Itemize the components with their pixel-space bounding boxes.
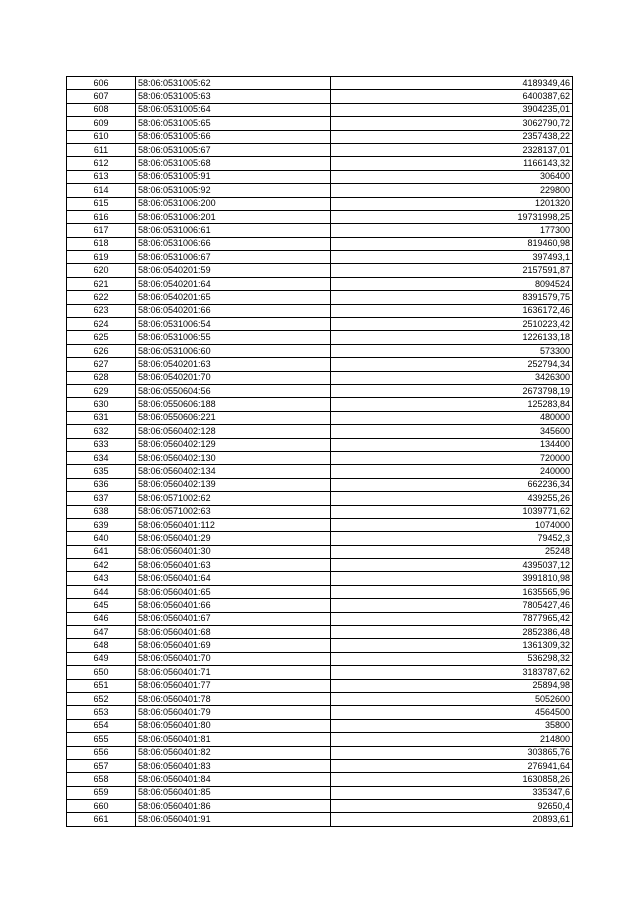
cadastral-number-cell: 58:06:0531005:67: [136, 143, 331, 156]
row-number-cell: 636: [67, 478, 136, 491]
cadastral-number-cell: 58:06:0560401:69: [136, 639, 331, 652]
value-cell: 335347,6: [331, 786, 573, 799]
row-number-cell: 631: [67, 411, 136, 424]
table-row: [67, 559, 573, 572]
cadastral-number-cell: 58:06:0560401:66: [136, 599, 331, 612]
cadastral-number-cell: 58:06:0560401:86: [136, 800, 331, 813]
table-row: [67, 371, 573, 384]
cadastral-number-cell: 58:06:0560401:64: [136, 572, 331, 585]
value-cell: 480000: [331, 411, 573, 424]
value-cell: 3183787,62: [331, 666, 573, 679]
row-number-cell: 615: [67, 197, 136, 210]
row-number-cell: 639: [67, 518, 136, 531]
value-cell: 8391579,75: [331, 291, 573, 304]
cadastral-number-cell: 58:06:0560401:91: [136, 813, 331, 826]
row-number-cell: 653: [67, 706, 136, 719]
table-row: [67, 652, 573, 665]
table-row: [67, 184, 573, 197]
value-cell: 177300: [331, 224, 573, 237]
row-number-cell: 651: [67, 679, 136, 692]
cadastral-number-cell: 58:06:0531006:66: [136, 237, 331, 250]
row-number-cell: 624: [67, 318, 136, 331]
table-row: [67, 465, 573, 478]
value-cell: 25248: [331, 545, 573, 558]
value-cell: 1166143,32: [331, 157, 573, 170]
table-row: [67, 398, 573, 411]
value-cell: 134400: [331, 438, 573, 451]
table-row: [67, 759, 573, 772]
value-cell: 2157591,87: [331, 264, 573, 277]
row-number-cell: 619: [67, 251, 136, 264]
row-number-cell: 628: [67, 371, 136, 384]
cadastral-number-cell: 58:06:0560401:30: [136, 545, 331, 558]
value-cell: 3904235,01: [331, 103, 573, 116]
row-number-cell: 625: [67, 331, 136, 344]
cadastral-number-cell: 58:06:0531005:66: [136, 130, 331, 143]
cadastral-number-cell: 58:06:0531006:201: [136, 210, 331, 223]
row-number-cell: 657: [67, 759, 136, 772]
value-cell: 5052600: [331, 692, 573, 705]
table-row: [67, 130, 573, 143]
cadastral-number-cell: 58:06:0531005:92: [136, 184, 331, 197]
row-number-cell: 611: [67, 143, 136, 156]
cadastral-number-cell: 58:06:0560401:67: [136, 612, 331, 625]
cadastral-number-cell: 58:06:0560401:63: [136, 559, 331, 572]
row-number-cell: 609: [67, 117, 136, 130]
cadastral-number-cell: 58:06:0571002:63: [136, 505, 331, 518]
row-number-cell: 644: [67, 585, 136, 598]
value-cell: 1226133,18: [331, 331, 573, 344]
value-cell: 303865,76: [331, 746, 573, 759]
table-body: [67, 77, 573, 827]
row-number-cell: 640: [67, 532, 136, 545]
table-row: [67, 492, 573, 505]
cadastral-number-cell: 58:06:0560401:85: [136, 786, 331, 799]
table-row: [67, 224, 573, 237]
value-cell: 1201320: [331, 197, 573, 210]
value-cell: 2852386,48: [331, 626, 573, 639]
cadastral-number-cell: 58:06:0531006:200: [136, 197, 331, 210]
row-number-cell: 617: [67, 224, 136, 237]
table-row: [67, 679, 573, 692]
row-number-cell: 649: [67, 652, 136, 665]
value-cell: 720000: [331, 451, 573, 464]
row-number-cell: 626: [67, 344, 136, 357]
row-number-cell: 646: [67, 612, 136, 625]
row-number-cell: 607: [67, 90, 136, 103]
value-cell: 2510223,42: [331, 318, 573, 331]
row-number-cell: 643: [67, 572, 136, 585]
value-cell: 252794,34: [331, 358, 573, 371]
cadastral-number-cell: 58:06:0560401:83: [136, 759, 331, 772]
value-cell: 4189349,46: [331, 77, 573, 90]
table-row: [67, 384, 573, 397]
table-row: [67, 719, 573, 732]
cadastral-number-cell: 58:06:0560401:112: [136, 518, 331, 531]
row-number-cell: 613: [67, 170, 136, 183]
value-cell: 536298,32: [331, 652, 573, 665]
row-number-cell: 618: [67, 237, 136, 250]
value-cell: 1039771,62: [331, 505, 573, 518]
row-number-cell: 621: [67, 277, 136, 290]
table-row: [67, 572, 573, 585]
table-row: [67, 77, 573, 90]
value-cell: 125283,84: [331, 398, 573, 411]
row-number-cell: 637: [67, 492, 136, 505]
table-row: [67, 331, 573, 344]
table-row: [67, 277, 573, 290]
row-number-cell: 647: [67, 626, 136, 639]
table-row: [67, 612, 573, 625]
cadastral-number-cell: 58:06:0560402:128: [136, 425, 331, 438]
value-cell: 439255,26: [331, 492, 573, 505]
row-number-cell: 656: [67, 746, 136, 759]
table-row: [67, 585, 573, 598]
cadastral-number-cell: 58:06:0531006:55: [136, 331, 331, 344]
table-row: [67, 666, 573, 679]
table-row: [67, 692, 573, 705]
row-number-cell: 614: [67, 184, 136, 197]
table-row: [67, 545, 573, 558]
value-cell: 1361309,32: [331, 639, 573, 652]
table-row: [67, 411, 573, 424]
value-cell: 92650,4: [331, 800, 573, 813]
table-row: [67, 518, 573, 531]
row-number-cell: 642: [67, 559, 136, 572]
value-cell: 345600: [331, 425, 573, 438]
cadastral-number-cell: 58:06:0560401:77: [136, 679, 331, 692]
cadastral-number-cell: 58:06:0560402:139: [136, 478, 331, 491]
value-cell: 229800: [331, 184, 573, 197]
cadastral-number-cell: 58:06:0550606:221: [136, 411, 331, 424]
row-number-cell: 655: [67, 733, 136, 746]
value-cell: 1635565,96: [331, 585, 573, 598]
row-number-cell: 630: [67, 398, 136, 411]
value-cell: 20893,61: [331, 813, 573, 826]
value-cell: 3062790,72: [331, 117, 573, 130]
table-row: [67, 425, 573, 438]
cadastral-number-cell: 58:06:0560401:68: [136, 626, 331, 639]
value-cell: 2357438,22: [331, 130, 573, 143]
cadastral-number-cell: 58:06:0540201:65: [136, 291, 331, 304]
row-number-cell: 606: [67, 77, 136, 90]
row-number-cell: 632: [67, 425, 136, 438]
table-row: [67, 639, 573, 652]
cadastral-number-cell: 58:06:0540201:66: [136, 304, 331, 317]
value-cell: 662236,34: [331, 478, 573, 491]
row-number-cell: 623: [67, 304, 136, 317]
table-row: [67, 291, 573, 304]
table-row: [67, 237, 573, 250]
cadastral-number-cell: 58:06:0560401:84: [136, 773, 331, 786]
value-cell: 3426300: [331, 371, 573, 384]
value-cell: 7877965,42: [331, 612, 573, 625]
cadastral-number-cell: 58:06:0531005:91: [136, 170, 331, 183]
row-number-cell: 648: [67, 639, 136, 652]
table-row: [67, 706, 573, 719]
value-cell: 276941,64: [331, 759, 573, 772]
row-number-cell: 641: [67, 545, 136, 558]
table-row: [67, 505, 573, 518]
cadastral-number-cell: 58:06:0531005:65: [136, 117, 331, 130]
cadastral-number-cell: 58:06:0560402:129: [136, 438, 331, 451]
row-number-cell: 635: [67, 465, 136, 478]
value-cell: 4564500: [331, 706, 573, 719]
cadastral-number-cell: 58:06:0531006:61: [136, 224, 331, 237]
row-number-cell: 608: [67, 103, 136, 116]
row-number-cell: 661: [67, 813, 136, 826]
cadastral-number-cell: 58:06:0560401:70: [136, 652, 331, 665]
value-cell: 2673798,19: [331, 384, 573, 397]
row-number-cell: 622: [67, 291, 136, 304]
table-row: [67, 451, 573, 464]
cadastral-number-cell: 58:06:0531006:60: [136, 344, 331, 357]
value-cell: 2328137,01: [331, 143, 573, 156]
row-number-cell: 616: [67, 210, 136, 223]
value-cell: 573300: [331, 344, 573, 357]
cadastral-number-cell: 58:06:0560401:81: [136, 733, 331, 746]
table-row: [67, 786, 573, 799]
row-number-cell: 634: [67, 451, 136, 464]
cadastral-number-cell: 58:06:0560401:29: [136, 532, 331, 545]
value-cell: 1636172,46: [331, 304, 573, 317]
table-row: [67, 773, 573, 786]
value-cell: 79452,3: [331, 532, 573, 545]
table-row: [67, 344, 573, 357]
table-row: [67, 532, 573, 545]
table-row: [67, 599, 573, 612]
value-cell: 8094524: [331, 277, 573, 290]
table-row: [67, 358, 573, 371]
value-cell: 3991810,98: [331, 572, 573, 585]
cadastral-number-cell: 58:06:0560401:71: [136, 666, 331, 679]
cadastral-number-cell: 58:06:0550604:56: [136, 384, 331, 397]
table-row: [67, 304, 573, 317]
row-number-cell: 658: [67, 773, 136, 786]
table-row: [67, 438, 573, 451]
table-row: [67, 117, 573, 130]
value-cell: 7805427,46: [331, 599, 573, 612]
table-row: [67, 626, 573, 639]
row-number-cell: 652: [67, 692, 136, 705]
cadastral-value-table: [66, 76, 573, 827]
value-cell: 6400387,62: [331, 90, 573, 103]
cadastral-number-cell: 58:06:0531005:63: [136, 90, 331, 103]
cadastral-number-cell: 58:06:0531005:62: [136, 77, 331, 90]
value-cell: 397493,1: [331, 251, 573, 264]
value-cell: 214800: [331, 733, 573, 746]
row-number-cell: 638: [67, 505, 136, 518]
table-row: [67, 143, 573, 156]
cadastral-number-cell: 58:06:0560401:79: [136, 706, 331, 719]
row-number-cell: 633: [67, 438, 136, 451]
cadastral-number-cell: 58:06:0540201:64: [136, 277, 331, 290]
table-row: [67, 210, 573, 223]
table-row: [67, 264, 573, 277]
cadastral-number-cell: 58:06:0560401:80: [136, 719, 331, 732]
cadastral-number-cell: 58:06:0571002:62: [136, 492, 331, 505]
cadastral-number-cell: 58:06:0531005:68: [136, 157, 331, 170]
cadastral-number-cell: 58:06:0540201:63: [136, 358, 331, 371]
row-number-cell: 629: [67, 384, 136, 397]
cadastral-number-cell: 58:06:0560401:65: [136, 585, 331, 598]
cadastral-number-cell: 58:06:0540201:70: [136, 371, 331, 384]
value-cell: 1630858,26: [331, 773, 573, 786]
row-number-cell: 654: [67, 719, 136, 732]
row-number-cell: 659: [67, 786, 136, 799]
cadastral-number-cell: 58:06:0560402:130: [136, 451, 331, 464]
row-number-cell: 645: [67, 599, 136, 612]
table-row: [67, 800, 573, 813]
row-number-cell: 650: [67, 666, 136, 679]
table-row: [67, 157, 573, 170]
row-number-cell: 620: [67, 264, 136, 277]
value-cell: 4395037,12: [331, 559, 573, 572]
row-number-cell: 610: [67, 130, 136, 143]
table-row: [67, 170, 573, 183]
value-cell: 35800: [331, 719, 573, 732]
row-number-cell: 612: [67, 157, 136, 170]
value-cell: 19731998,25: [331, 210, 573, 223]
cadastral-number-cell: 58:06:0531005:64: [136, 103, 331, 116]
table-row: [67, 197, 573, 210]
cadastral-number-cell: 58:06:0560401:82: [136, 746, 331, 759]
cadastral-number-cell: 58:06:0560401:78: [136, 692, 331, 705]
cadastral-number-cell: 58:06:0540201:59: [136, 264, 331, 277]
value-cell: 240000: [331, 465, 573, 478]
table-row: [67, 746, 573, 759]
table-row: [67, 478, 573, 491]
cadastral-number-cell: 58:06:0550606:188: [136, 398, 331, 411]
cadastral-number-cell: 58:06:0531006:54: [136, 318, 331, 331]
table-row: [67, 318, 573, 331]
value-cell: 25894,98: [331, 679, 573, 692]
table-row: [67, 251, 573, 264]
value-cell: 306400: [331, 170, 573, 183]
row-number-cell: 660: [67, 800, 136, 813]
value-cell: 819460,98: [331, 237, 573, 250]
row-number-cell: 627: [67, 358, 136, 371]
table-row: [67, 103, 573, 116]
cadastral-number-cell: 58:06:0560402:134: [136, 465, 331, 478]
cadastral-number-cell: 58:06:0531006:67: [136, 251, 331, 264]
table-row: [67, 90, 573, 103]
table-row: [67, 813, 573, 826]
value-cell: 1074000: [331, 518, 573, 531]
table-row: [67, 733, 573, 746]
